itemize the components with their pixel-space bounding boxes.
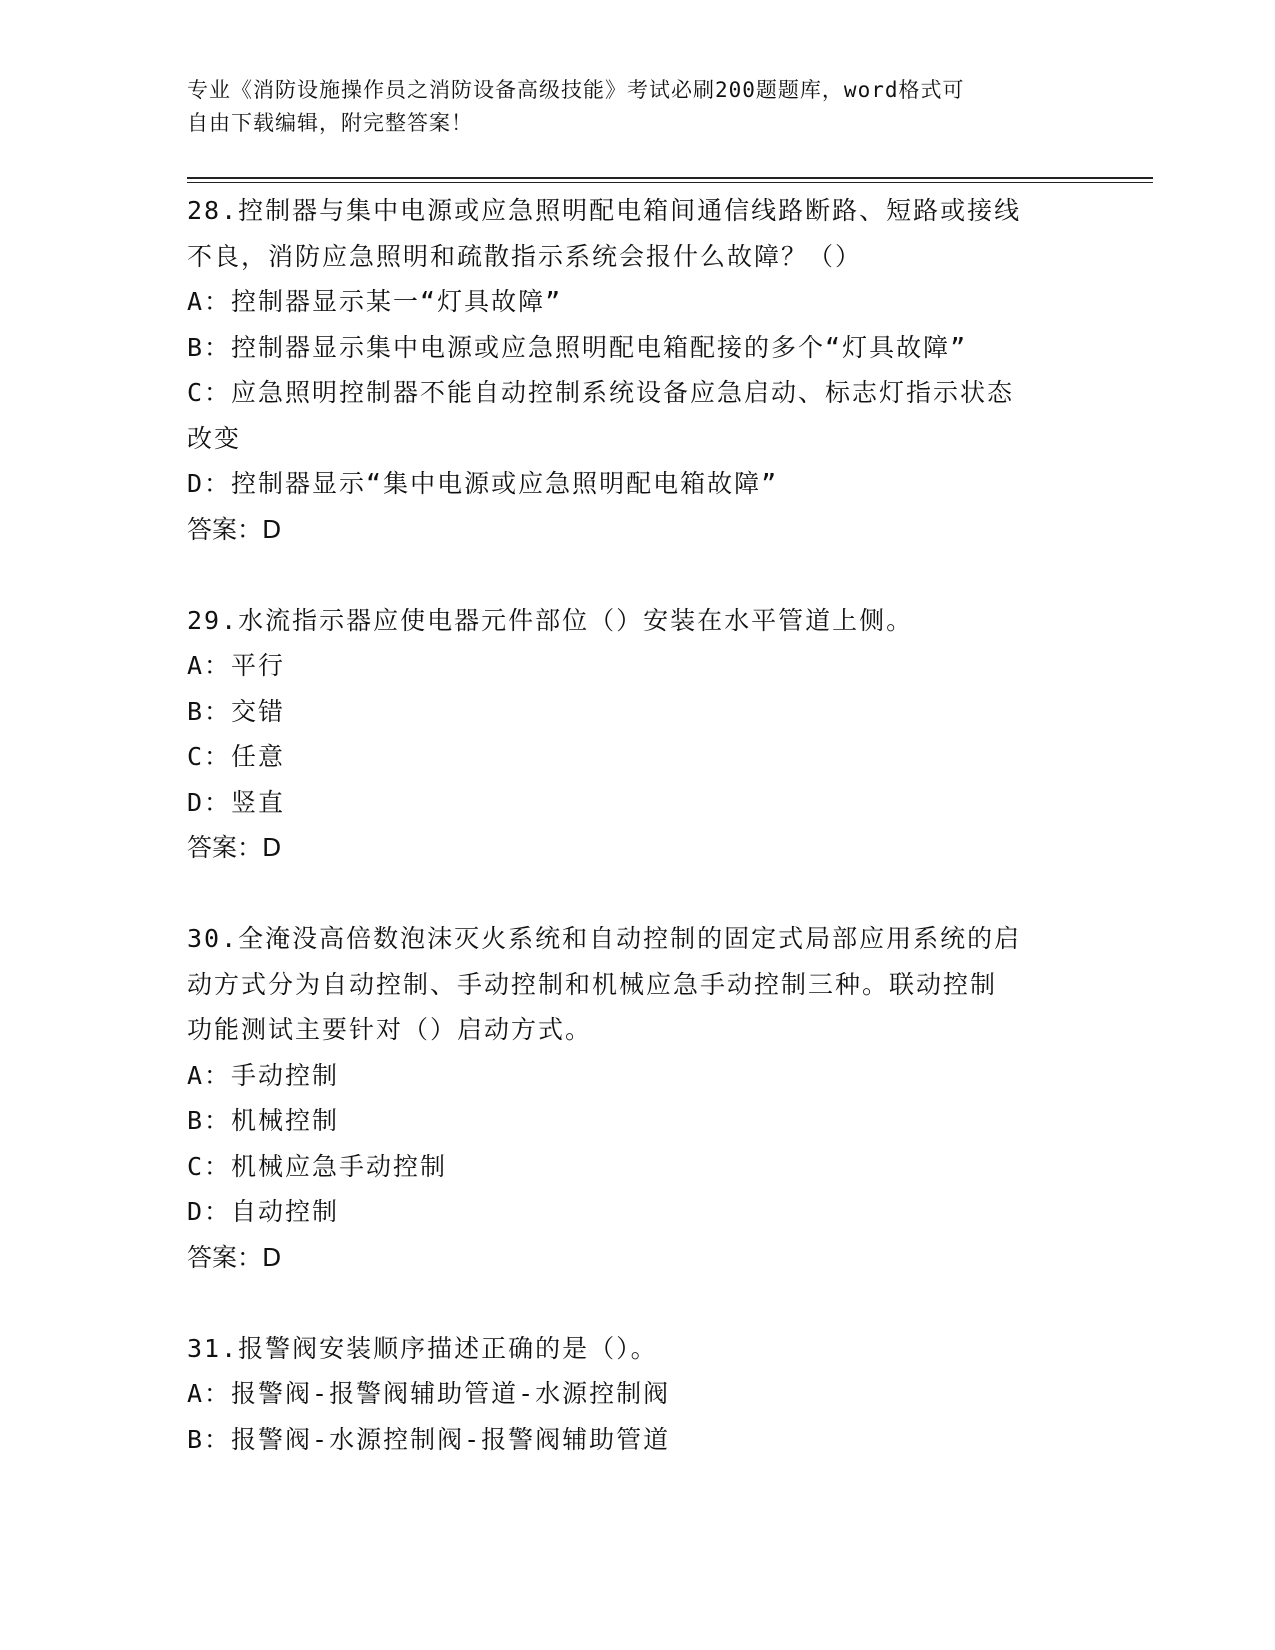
question-text-line: 功能测试主要针对（）启动方式。: [187, 1015, 593, 1044]
question-text-line: 动方式分为自动控制、手动控制和机械应急手动控制三种。联动控制: [187, 969, 998, 999]
option-a: A：报警阀-报警阀辅助管道-水源控制阀: [187, 1379, 671, 1408]
option-a: A：控制器显示某一“灯具故障”: [187, 287, 563, 316]
question-text-line: 不良，消防应急照明和疏散指示系统会报什么故障？（）: [187, 241, 863, 271]
spacer: [187, 1280, 1087, 1326]
answer-line: 答案：D: [187, 514, 282, 544]
question-block: [187, 188, 1087, 552]
option-c: C：机械应急手动控制: [187, 1151, 448, 1181]
question-text-line: 31.报警阀安装顺序描述正确的是（）。: [187, 1333, 658, 1363]
option-c: C：任意: [187, 742, 286, 771]
header-line-1: 专业《消防设施操作员之消防设备高级技能》考试必刷200题题库，word格式可: [187, 78, 965, 102]
spacer: [187, 871, 1087, 917]
question-block: [187, 1326, 1087, 1463]
option-d: D：自动控制: [187, 1197, 340, 1226]
header-divider-thin: [187, 182, 1153, 183]
document-header: [187, 74, 1067, 140]
question-text-line: 28.控制器与集中电源或应急照明配电箱间通信线路断路、短路或接线: [187, 196, 1022, 225]
option-b: B：报警阀-水源控制阀-报警阀辅助管道: [187, 1424, 671, 1454]
spacer: [187, 552, 1087, 598]
option-c: C：应急照明控制器不能自动控制系统设备应急启动、标志灯指示状态: [187, 378, 1015, 407]
option-a: A：平行: [187, 651, 286, 680]
option-c-continued: 改变: [187, 423, 242, 453]
option-b: B：交错: [187, 696, 286, 726]
question-block: [187, 598, 1087, 871]
question-list: [187, 188, 1087, 1462]
option-b: B：机械控制: [187, 1106, 340, 1135]
question-text-line: 30.全淹没高倍数泡沫灭火系统和自动控制的固定式局部应用系统的启: [187, 924, 1022, 953]
question-text-line: 29.水流指示器应使电器元件部位（）安装在水平管道上侧。: [187, 605, 914, 635]
option-a: A：手动控制: [187, 1060, 340, 1090]
option-d: D：竖直: [187, 787, 286, 817]
header-line-2: 自由下载编辑，附完整答案！: [187, 111, 473, 135]
question-block: [187, 916, 1087, 1280]
header-divider: [187, 177, 1153, 179]
answer-line: 答案：D: [187, 1242, 282, 1272]
answer-line: 答案：D: [187, 833, 282, 862]
option-b: B：控制器显示集中电源或应急照明配电箱配接的多个“灯具故障”: [187, 332, 968, 362]
option-d: D：控制器显示“集中电源或应急照明配电箱故障”: [187, 469, 779, 498]
